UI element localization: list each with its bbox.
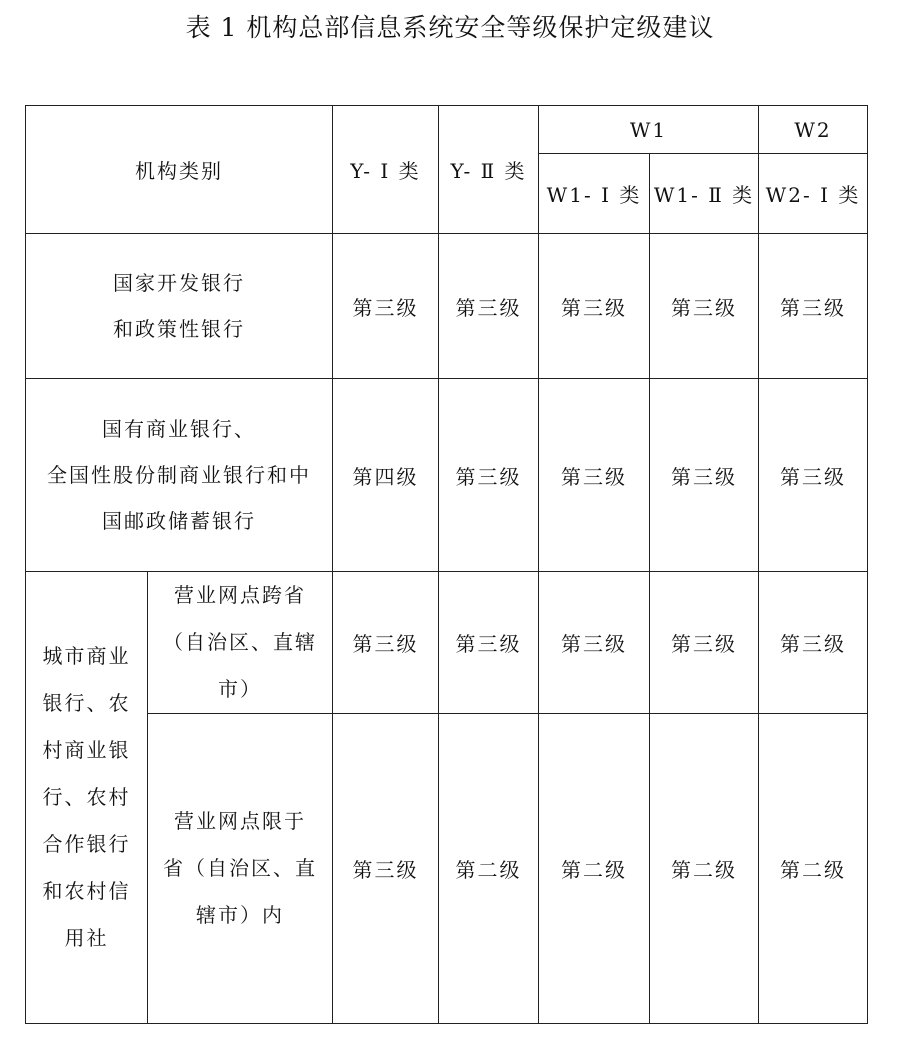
group-label-line: 银行、农: [42, 691, 131, 715]
group-label-line: 合作银行: [42, 832, 131, 856]
subrow-label: [148, 714, 333, 1024]
grade-cell: 第三级: [759, 234, 868, 379]
group-label-line: 和农村信: [42, 879, 131, 903]
grade-cell: 第三级: [650, 379, 759, 572]
subrow-label-line: 辖市）内: [196, 903, 284, 927]
header-w2-group: W2: [759, 106, 868, 154]
grading-table: [25, 105, 868, 1024]
grade-cell: 第四级: [333, 379, 439, 572]
table-row: [26, 379, 868, 572]
group-label: [26, 572, 148, 1024]
grade-cell: 第二级: [539, 714, 650, 1024]
row-label-line: 和政策性银行: [113, 317, 245, 341]
header-institution-type: 机构类别: [26, 106, 333, 234]
group-label-line: 村商业银: [42, 738, 131, 762]
table-title: 表 1 机构总部信息系统安全等级保护定级建议: [185, 13, 715, 42]
grade-cell: 第三级: [539, 379, 650, 572]
subrow-label-line: 营业网点跨省: [174, 583, 306, 607]
row-label-line: 国家开发银行: [113, 271, 245, 295]
grade-cell: 第二级: [650, 714, 759, 1024]
subrow-label-line: 省（自治区、直: [163, 856, 317, 880]
grade-cell: 第三级: [539, 234, 650, 379]
grade-cell: 第三级: [650, 234, 759, 379]
row-label-line: 国有商业银行、: [102, 417, 256, 441]
header-y1: Y- Ⅰ 类: [333, 106, 439, 234]
table-row: [26, 714, 868, 1024]
row-label: [26, 234, 333, 379]
grade-cell: 第三级: [539, 572, 650, 714]
grade-cell: 第二级: [439, 714, 539, 1024]
grade-cell: 第三级: [650, 572, 759, 714]
grade-cell: 第三级: [439, 572, 539, 714]
header-w1-1: W1- Ⅰ 类: [539, 154, 650, 234]
grade-cell: 第三级: [333, 714, 439, 1024]
table-row: [26, 234, 868, 379]
group-label-line: 用社: [64, 926, 109, 950]
subrow-label: [148, 572, 333, 714]
grade-cell: 第三级: [333, 572, 439, 714]
header-w1-group: W1: [539, 106, 759, 154]
subrow-label-line: （自治区、直辖: [163, 630, 317, 654]
grade-cell: 第三级: [333, 234, 439, 379]
group-label-line: 城市商业: [42, 644, 131, 668]
grade-cell: 第三级: [439, 379, 539, 572]
grade-cell: 第三级: [439, 234, 539, 379]
subrow-label-line: 营业网点限于: [174, 809, 306, 833]
header-w1-2: W1- Ⅱ 类: [650, 154, 759, 234]
grade-cell: 第二级: [759, 714, 868, 1024]
row-label-line: 国邮政储蓄银行: [102, 509, 256, 533]
row-label-line: 全国性股份制商业银行和中: [47, 463, 311, 487]
grade-cell: 第三级: [759, 379, 868, 572]
header-w2-1: W2- Ⅰ 类: [759, 154, 868, 234]
group-label-line: 行、农村: [42, 785, 131, 809]
header-y2: Y- Ⅱ 类: [439, 106, 539, 234]
subrow-label-line: 市）: [218, 677, 262, 701]
table-row: [26, 572, 868, 714]
grade-cell: 第三级: [759, 572, 868, 714]
row-label: [26, 379, 333, 572]
